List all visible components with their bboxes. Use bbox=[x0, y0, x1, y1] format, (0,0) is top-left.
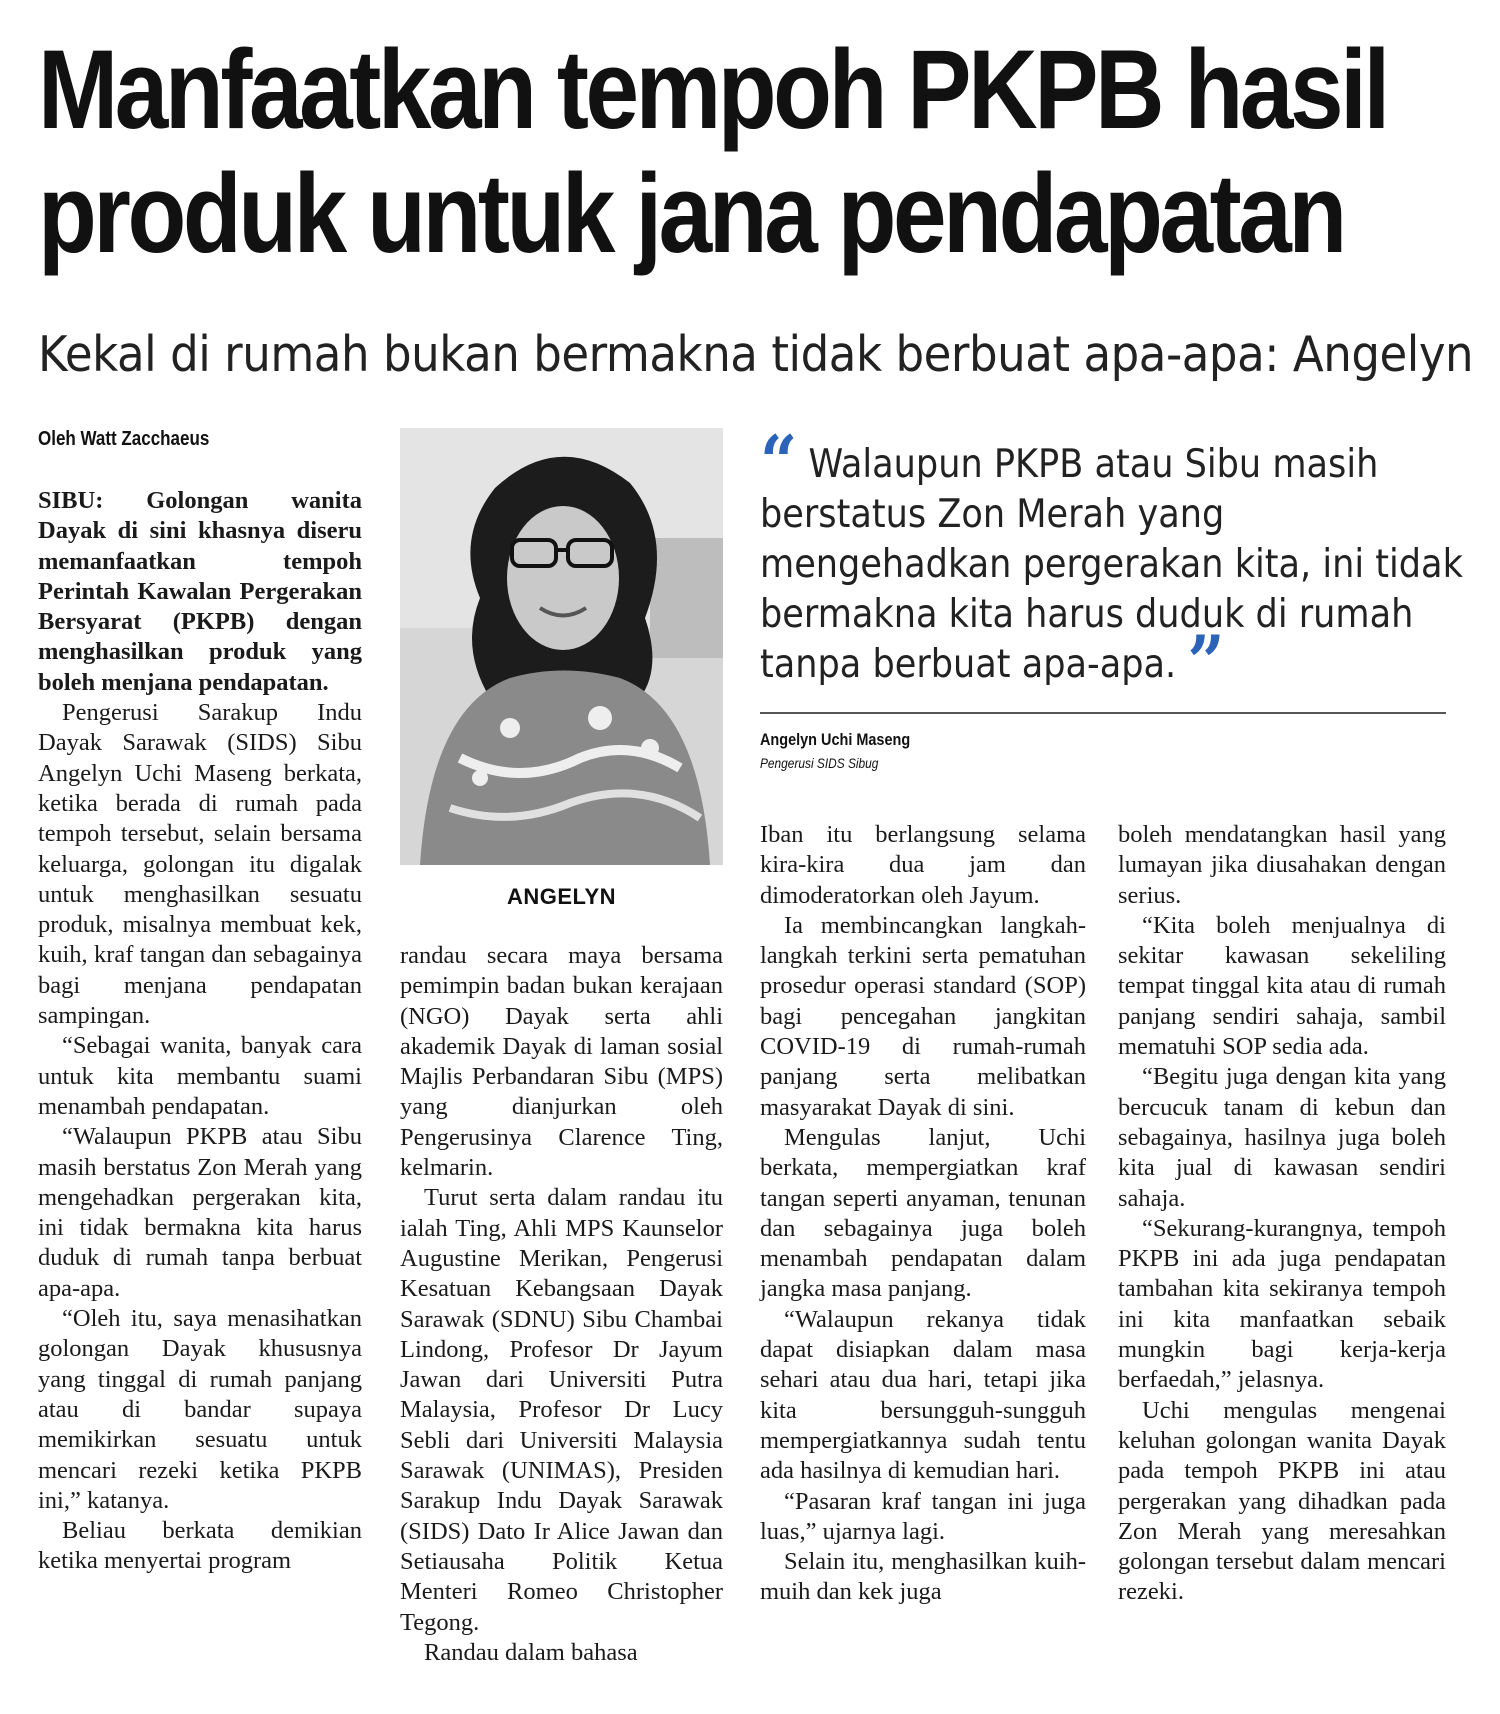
article-column-1 bbox=[38, 486, 362, 1577]
paragraph: Turut serta dalam randau itu ialah Ting, Ahli MPS Kaunselor Augustine Merikan, Pengerusi Kesatuan Kebangsaan Dayak Sarawak (SDNU) Sibu Chambai Lindong, Profesor Dr Jayum Jawan dari Universiti Putra Malaysia, Profesor Dr Lucy Sebli dari Universiti Malaysia Sarawak (UNIMAS), Presiden Sarakup Indu Dayak Sarawak (SIDS) Dato Ir Alice Jawan dan Setiausaha Politik Ketua Menteri Romeo Christopher Tegong. bbox=[400, 1184, 723, 1636]
paragraph: Ia membincangkan langkah-langkah terkini serta pematuhan prosedur operasi standard (SOP) bagi pencegahan jangkitan COVID-19 di rumah-rumah panjang serta melibatkan masyarakat Dayak di sini. bbox=[760, 911, 1086, 1121]
pull-quote bbox=[760, 419, 1471, 704]
article-column-4 bbox=[1118, 820, 1446, 1608]
paragraph: Selain itu, menghasilkan kuih-muih dan kek juga bbox=[760, 1548, 1086, 1606]
paragraph: SIBU: Golongan wanita Dayak di sini khasnya diseru memanfaatkan tempoh Perintah Kawalan Pergerakan Bersyarat (PKPB) dengan menghasilkan produk yang boleh menjana pendapatan. bbox=[38, 487, 362, 696]
paragraph: “Walaupun PKPB atau Sibu masih berstatus Zon Merah yang mengehadkan pergerakan kita, ini tidak bermakna kita harus duduk di rumah tanpa berbuat apa-apa. bbox=[38, 1123, 362, 1302]
paragraph: Beliau berkata demikian ketika menyertai program bbox=[38, 1517, 362, 1575]
paragraph: Randau dalam bahasa bbox=[424, 1638, 638, 1666]
paragraph: boleh mendatangkan hasil yang lumayan jika diusahakan dengan serius. bbox=[1118, 821, 1446, 909]
article-column-2 bbox=[400, 941, 723, 1668]
paragraph: Iban itu berlangsung selama kira-kira dua jam dan dimoderatorkan oleh Jayum. bbox=[760, 821, 1086, 909]
paragraph: “Sebagai wanita, banyak cara untuk kita membantu suami menambah pendapatan. bbox=[38, 1032, 362, 1120]
paragraph: Mengulas lanjut, Uchi berkata, mempergiatkan kraf tangan seperti anyaman, tenunan dan sebagainya juga boleh menambah pendapatan dalam jangka masa panjang. bbox=[760, 1123, 1086, 1303]
paragraph: Uchi mengulas mengenai keluhan golongan wanita Dayak pada tempoh PKPB ini atau pergerakan yang dihadkan pada Zon Merah yang meresahkan golongan tersebut dalam mencari rezeki. bbox=[1118, 1396, 1446, 1606]
paragraph: Pengerusi Sarakup Indu Dayak Sarawak (SIDS) Sibu Angelyn Uchi Maseng berkata, ketika berada di rumah pada tempoh tersebut, selain bersama keluarga, golongan itu digalak untuk menghasilkan sesuatu produk, misalnya membuat kek, kuih, kraf tangan dan sebagainya bagi menjana pendapatan sampingan. bbox=[38, 699, 362, 1030]
photo-caption: ANGELYN bbox=[506, 884, 617, 909]
subheadline: Kekal di rumah bukan bermakna tidak berbuat apa-apa: Angelyn bbox=[38, 326, 1474, 383]
paragraph: “Pasaran kraf tangan ini juga luas,” ujarnya lagi. bbox=[760, 1487, 1086, 1545]
article-column-3 bbox=[760, 820, 1086, 1608]
open-quote-icon: “ bbox=[760, 419, 798, 504]
paragraph: “Kita boleh menjualnya di sekitar kawasan sekeliling tempat tinggal kita atau di rumah panjang sendiri sahaja, sambil mematuhi SOP sedia ada. bbox=[1118, 911, 1446, 1061]
headline-line-2: produk untuk jana pendapatan bbox=[38, 151, 1344, 276]
headline bbox=[38, 27, 1387, 276]
pull-quote-text: Walaupun PKPB atau Sibu masih berstatus Zon Merah yang mengehadkan pergerakan kita, ini tidak bermakna kita harus duduk di rumah tanpa berbuat apa-apa. bbox=[760, 442, 1463, 687]
paragraph: “Begitu juga dengan kita yang bercucuk tanam di kebun dan sebagainya, hasilnya juga boleh kita jual di kawasan sendiri sahaja. bbox=[1118, 1063, 1446, 1212]
divider bbox=[760, 712, 1446, 714]
quote-attribution-name: Angelyn Uchi Maseng bbox=[760, 730, 911, 749]
paragraph: “Oleh itu, saya menasihatkan golongan Dayak khususnya yang tinggal di rumah panjang atau di bandar supaya memikirkan sesuatu untuk mencari rezeki ketika PKPB ini,” katanya. bbox=[38, 1305, 362, 1514]
paragraph: “Walaupun rekanya tidak dapat disiapkan dalam masa sehari atau dua hari, tetapi jika kita bersungguh-sungguh mempergiatkannya sudah tentu ada hasilnya di kemudian hari. bbox=[760, 1305, 1086, 1485]
portrait-image bbox=[400, 428, 723, 865]
byline: Oleh Watt Zacchaeus bbox=[38, 428, 210, 450]
close-quote-icon: ” bbox=[1187, 619, 1225, 704]
quote-attribution-role: Pengerusi SIDS Sibug bbox=[760, 755, 879, 771]
paragraph: “Sekurang-kurangnya, tempoh PKPB ini ada juga pendapatan tambahan kita sekiranya tempoh ini kita manfaatkan sebaik mungkin bagi kerja-kerja berfaedah,” jelasnya. bbox=[1118, 1214, 1446, 1394]
paragraph: randau secara maya bersama pemimpin badan bukan kerajaan (NGO) Dayak serta ahli akademik Dayak di laman sosial Majlis Perbandaran Sibu (MPS) yang dianjurkan oleh Pengerusinya Clarence Ting, kelmarin. bbox=[400, 942, 723, 1182]
headline-line-1: Manfaatkan tempoh PKPB hasil bbox=[38, 27, 1387, 152]
portrait-photo bbox=[400, 428, 723, 865]
